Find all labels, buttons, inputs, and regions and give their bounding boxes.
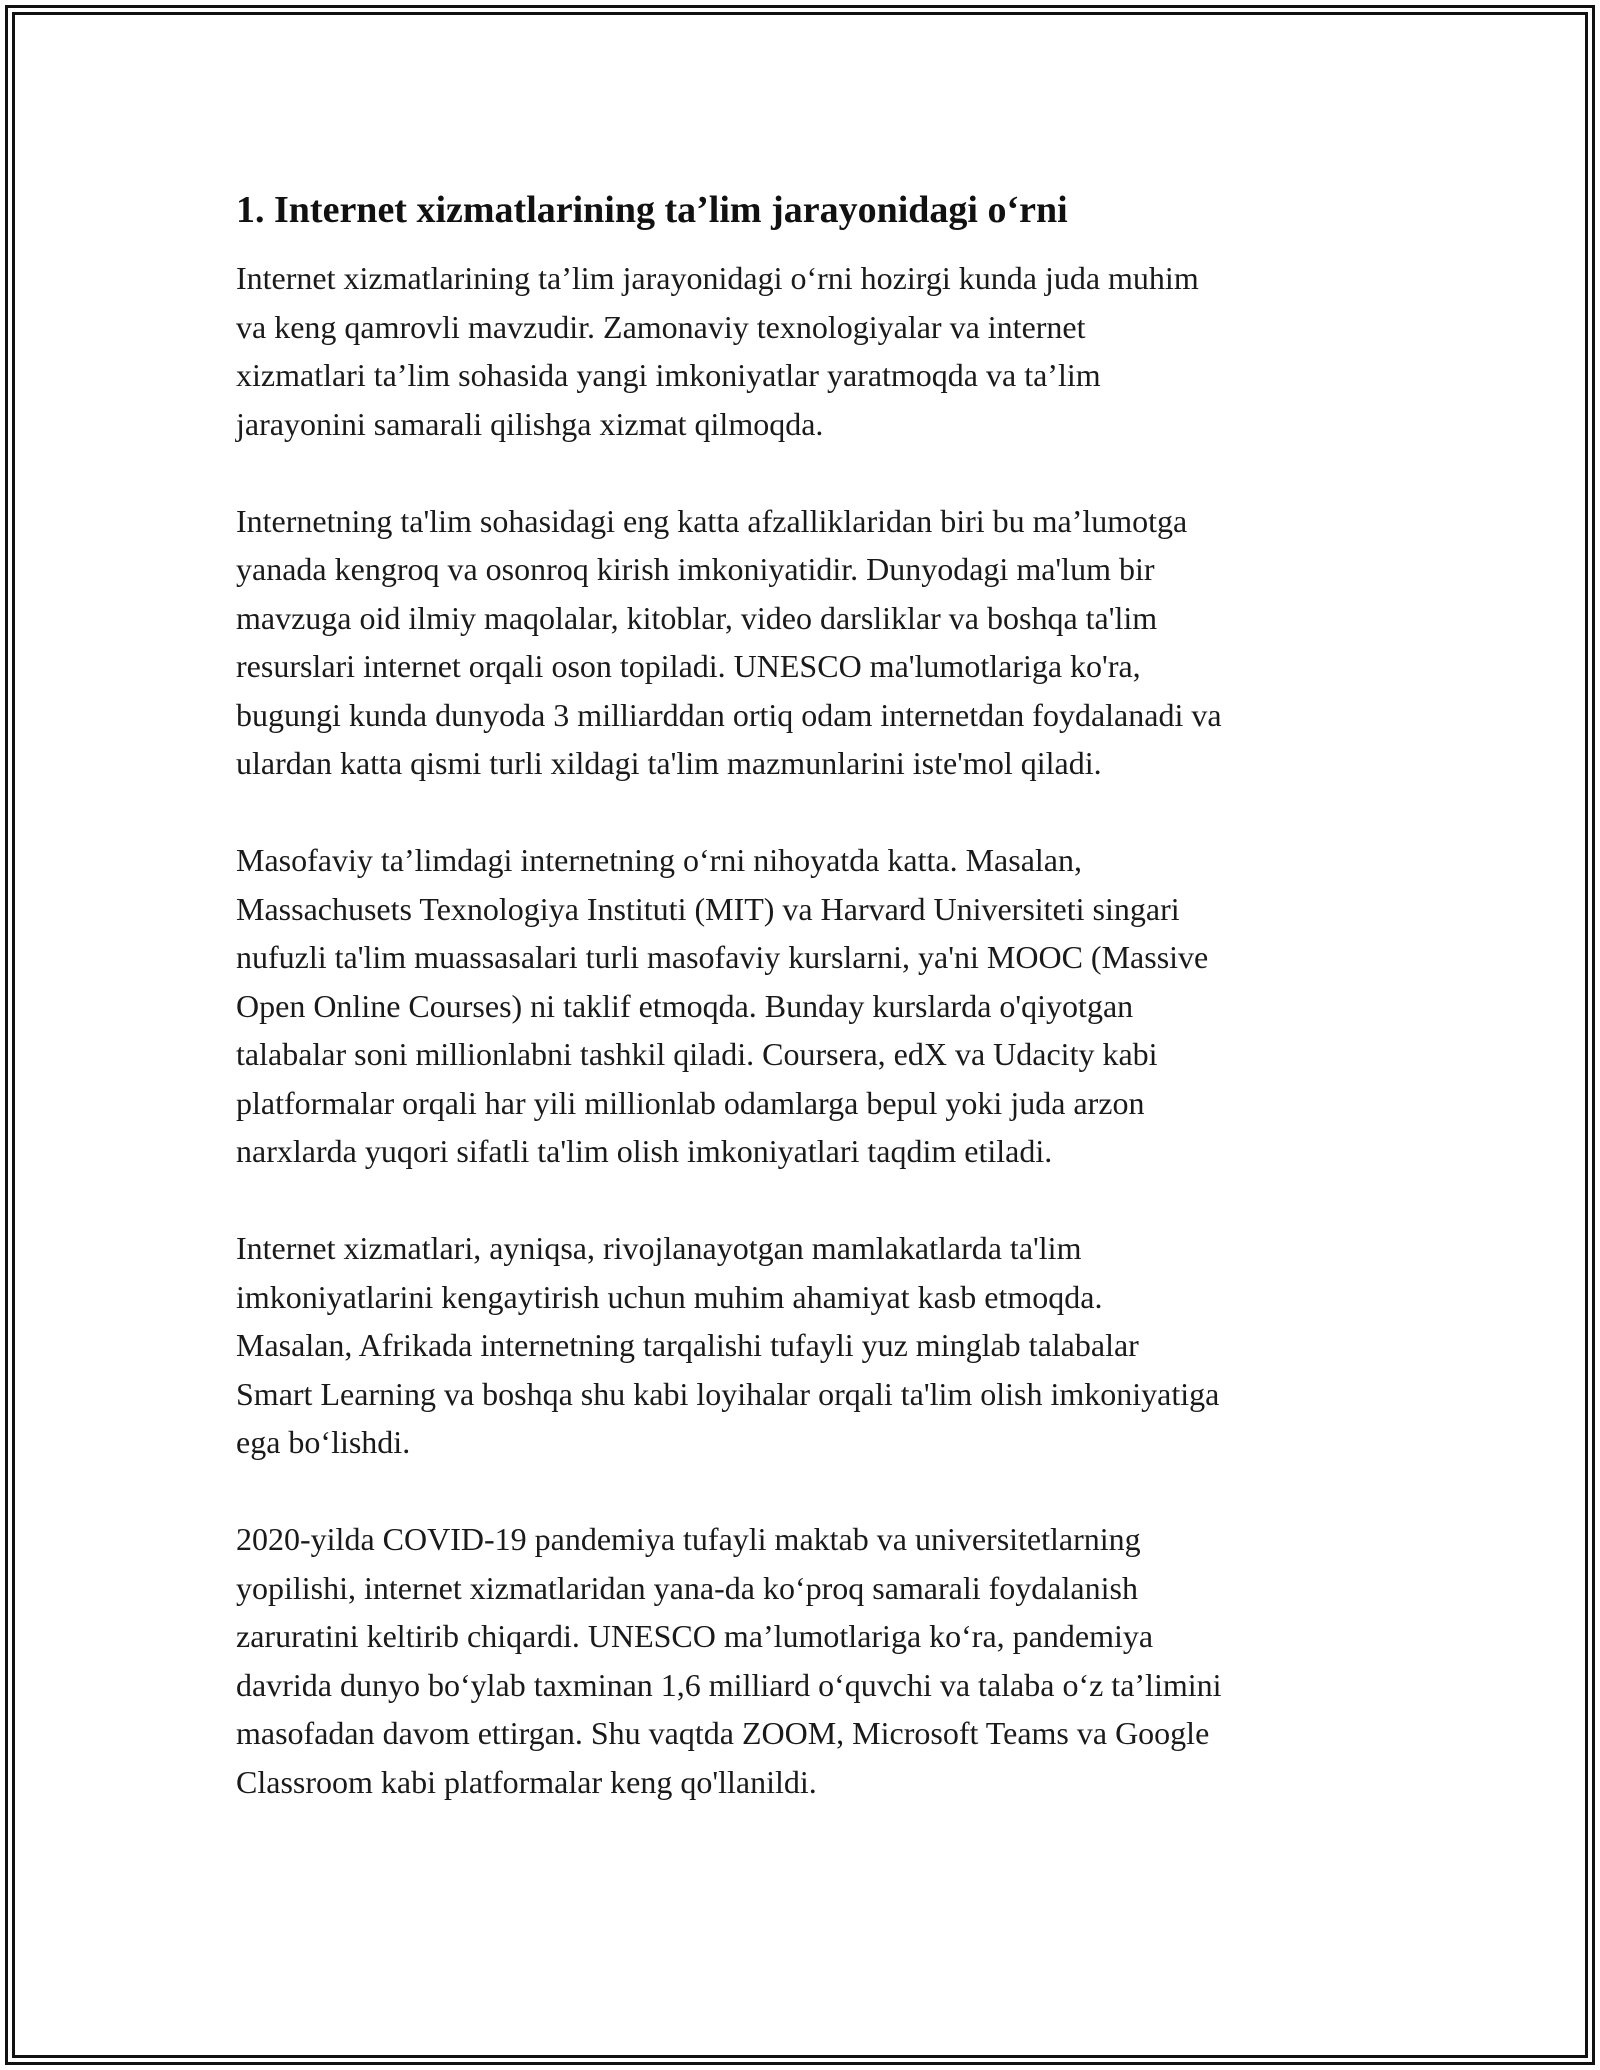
paragraph-line: jarayonini samarali qilishga xizmat qilmoqda.: [236, 405, 824, 442]
paragraph-5: [236, 1515, 1376, 1806]
paragraph-line: Masofaviy ta’limdagi internetning o‘rni nihoyatda katta. Masalan,: [236, 842, 1082, 878]
paragraph-line: Internet xizmatlari, ayniqsa, rivojlanayotgan mamlakatlarda ta'lim: [236, 1230, 1082, 1266]
paragraph-4: [236, 1224, 1376, 1467]
paragraph-line: yopilishi, internet xizmatlaridan yana-da ko‘proq samarali foydalanish: [236, 1569, 1138, 1606]
paragraph-line: Classroom kabi platformalar keng qo'llanildi.: [236, 1763, 817, 1800]
paragraph-line: bugungi kunda dunyoda 3 milliarddan ortiq odam internetdan foydalanadi va: [236, 696, 1222, 733]
document-body: [236, 186, 1376, 1855]
paragraph-line: narxlarda yuqori sifatli ta'lim olish imkoniyatlari taqdim etiladi.: [236, 1133, 1053, 1169]
paragraph-line: Internetning ta'lim sohasidagi eng katta afzalliklaridan biri bu ma’lumotga: [236, 502, 1188, 539]
paragraph-line: ega bo‘lishdi.: [236, 1424, 411, 1460]
paragraph-line: davrida dunyo bo‘ylab taxminan 1,6 milliard o‘quvchi va talaba o‘z ta’limini: [236, 1666, 1222, 1703]
paragraph-line: nufuzli ta'lim muassasalari turli masofaviy kurslarni, ya'ni MOOC (Massive: [236, 939, 1209, 975]
paragraph-line: yanada kengroq va osonroq kirish imkoniyatidir. Dunyodagi ma'lum bir: [236, 551, 1155, 587]
paragraph-line: talabalar soni millionlabni tashkil qiladi. Coursera, edX va Udacity kabi: [236, 1036, 1158, 1072]
paragraph-line: Masalan, Afrikada internetning tarqalishi tufayli yuz minglab talabalar: [236, 1327, 1139, 1363]
paragraph-line: mavzuga oid ilmiy maqolalar, kitoblar, video darsliklar va boshqa ta'lim: [236, 599, 1158, 636]
paragraph-line: masofadan davom ettirgan. Shu vaqtda ZOOM, Microsoft Teams va Google: [236, 1715, 1210, 1751]
paragraph-line: platformalar orqali har yili millionlab odamlarga bepul yoki juda arzon: [236, 1084, 1145, 1121]
paragraph-line: va keng qamrovli mavzudir. Zamonaviy texnologiyalar va internet: [236, 308, 1086, 345]
paragraph-2: [236, 497, 1376, 788]
section-title: 1. Internet xizmatlarining ta’lim jarayonidagi o‘rni: [236, 189, 1068, 231]
paragraph-line: resurslari internet orqali oson topiladi. UNESCO ma'lumotlariga ko'ra,: [236, 648, 1141, 684]
paragraph-3: [236, 836, 1376, 1176]
paragraph-line: Smart Learning va boshqa shu kabi loyihalar orqali ta'lim olish imkoniyatiga: [236, 1375, 1220, 1412]
paragraph-line: xizmatlari ta’lim sohasida yangi imkoniyatlar yaratmoqda va ta’lim: [236, 357, 1101, 393]
paragraph-line: Internet xizmatlarining ta’lim jarayonidagi o‘rni hozirgi kunda juda muhim: [236, 260, 1199, 296]
paragraph-line: Massachusets Texnologiya Instituti (MIT) va Harvard Universiteti singari: [236, 890, 1180, 927]
paragraph-line: 2020-yilda COVID-19 pandemiya tufayli maktab va universitetlarning: [236, 1521, 1141, 1557]
paragraph-1: [236, 254, 1376, 448]
paragraph-line: zaruratini keltirib chiqardi. UNESCO ma’lumotlariga ko‘ra, pandemiya: [236, 1618, 1154, 1654]
paragraph-line: Open Online Courses) ni taklif etmoqda. Bunday kurslarda o'qiyotgan: [236, 987, 1134, 1024]
paragraph-line: ulardan katta qismi turli xildagi ta'lim mazmunlarini iste'mol qiladi.: [236, 745, 1102, 781]
paragraph-line: imkoniyatlarini kengaytirish uchun muhim ahamiyat kasb etmoqda.: [236, 1278, 1103, 1315]
